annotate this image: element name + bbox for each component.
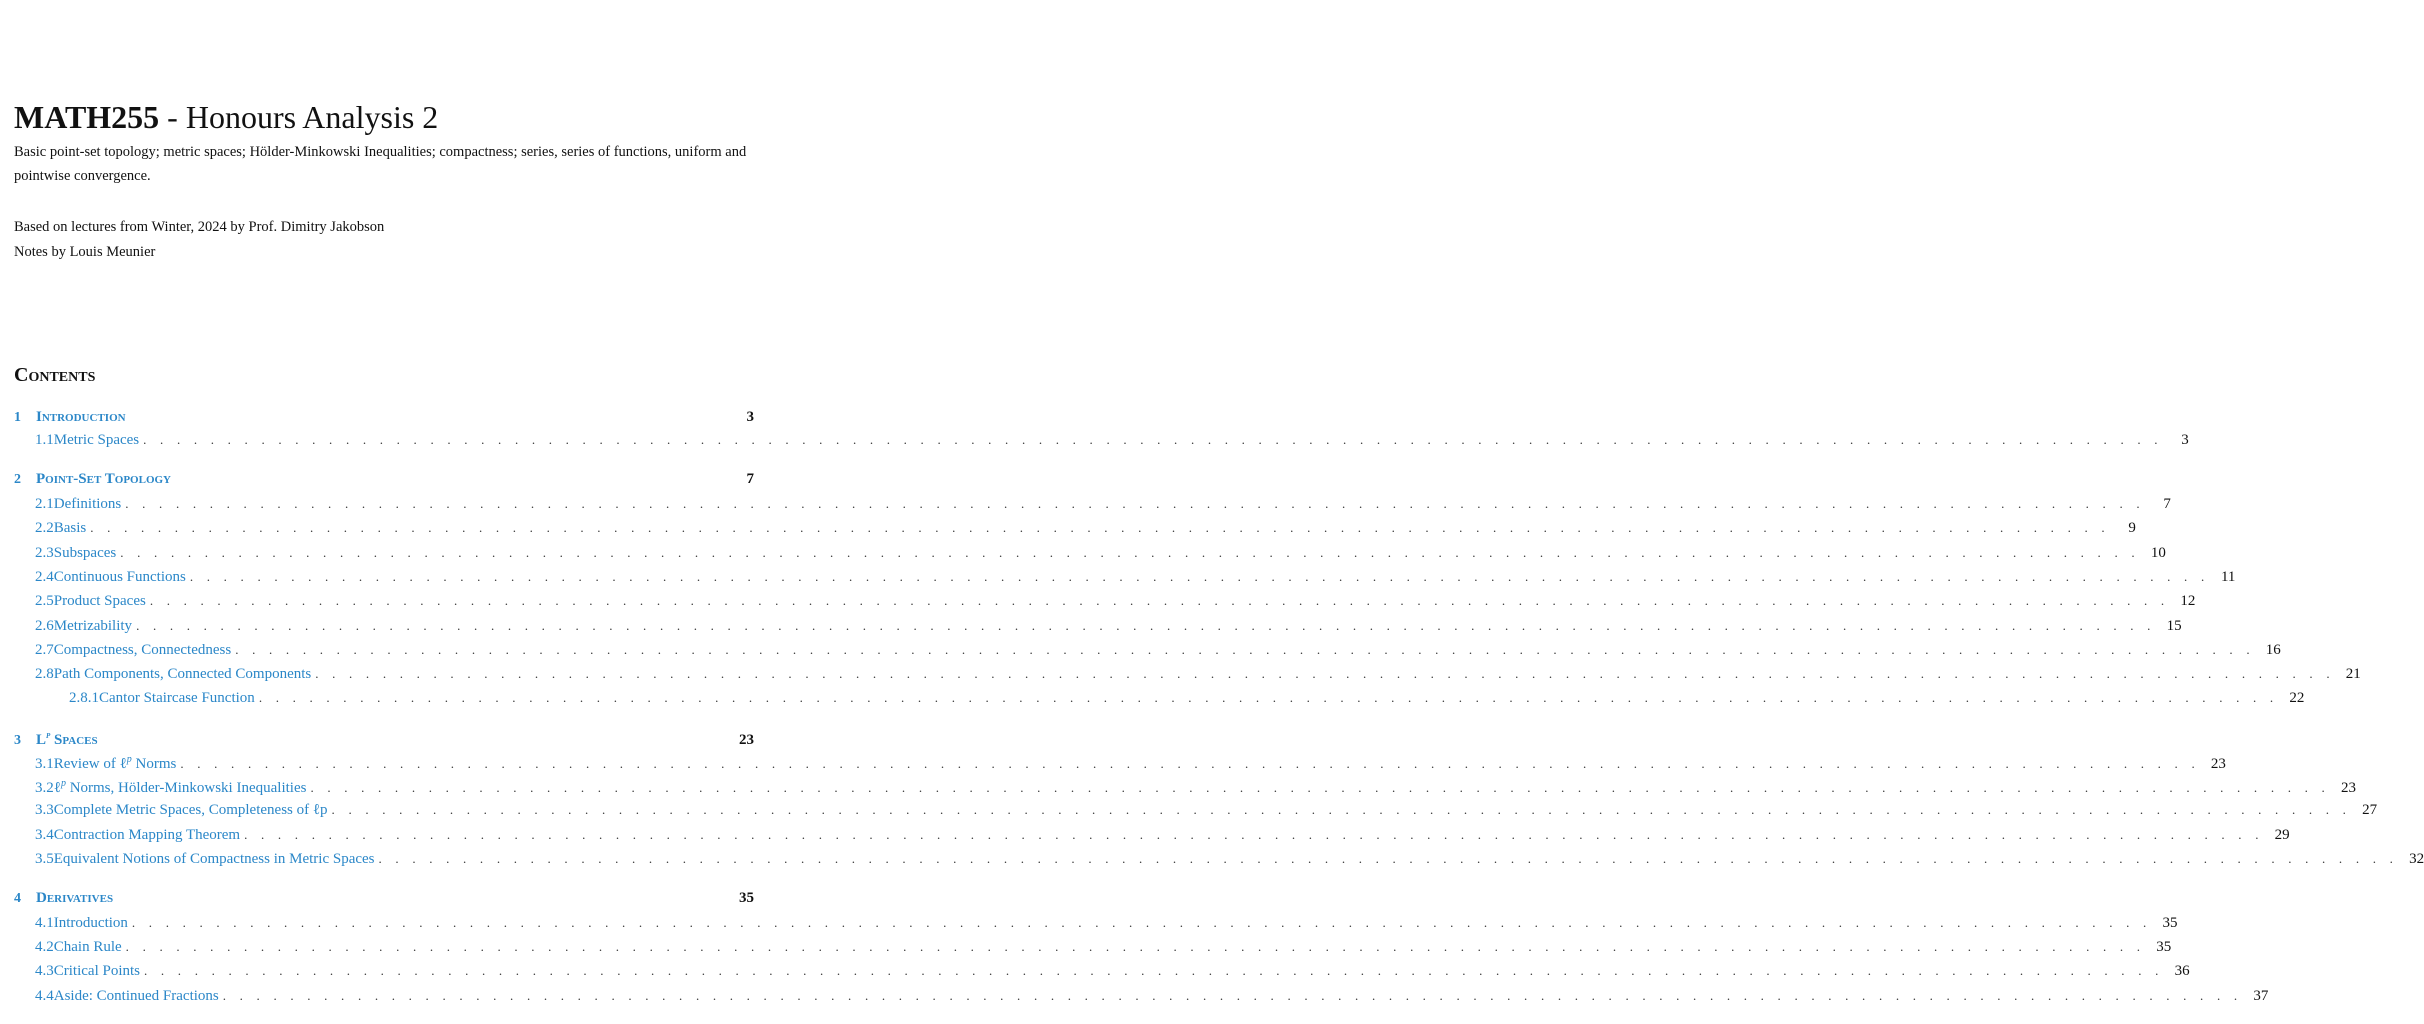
toc-entry-2-4[interactable] [14,569,2236,589]
toc-entry-link[interactable]: Definitions [53,496,122,512]
document-title [14,99,438,136]
toc-entry-3-3[interactable] [14,802,2378,822]
toc-dot-leader: . . . . . . . . . . . . . . . . . . . . . . . . . . . . . . . . . . . . . . . . . . . . . . . . . . . . . . . . . . . . . . . . . . . . . . . . . . . . . . . . . . . . . . . . . . . . . . . . . . . . . . . . . . . . . . . . . . . . . . . . [144,963,2164,978]
toc-entry-link[interactable]: Point-Set Topology [36,471,171,487]
toc-dot-leader: . . . . . . . . . . . . . . . . . . . . . . . . . . . . . . . . . . . . . . . . . . . . . . . . . . . . . . . . . . . . . . . . . . . . . . . . . . . . . . . . . . . . . . . . . . . . . . . . . . . . . . . . . . . . . . . . . . . . . . . . [222,988,2243,1003]
toc-entry-link[interactable]: Path Components, Connected Components [53,666,312,682]
toc-entry-number[interactable]: 3.4 [35,827,54,843]
toc-entry-number[interactable]: 2.5 [35,593,54,609]
toc-entry-2-3[interactable] [14,545,2166,565]
toc-entry-number[interactable]: 2 [14,472,21,487]
toc-page-number[interactable]: 16 [2265,642,2281,658]
toc-dot-leader: . . . . . . . . . . . . . . . . . . . . . . . . . . . . . . . . . . . . . . . . . . . . . . . . . . . . . . . . . . . . . . . . . . . . . . . . . . . . . . . . . . . . . . . . . . . . . . . . . . . . . . . . . . . . . . . . . . . . . . . . [149,593,2170,608]
toc-entry-number[interactable]: 2.6 [35,618,54,634]
toc-entry-number[interactable]: 2.7 [35,642,54,658]
toc-entry-number[interactable]: 2.8 [35,666,54,682]
toc-dot-leader: . . . . . . . . . . . . . . . . . . . . . . . . . . . . . . . . . . . . . . . . . . . . . . . . . . . . . . . . . . . . . . . . . . . . . . . . . . . . . . . . . . . . . . . . . . . . . . . . . . . . . . . . . . . . . . . . . . . . . . . . [125,939,2146,954]
toc-page-number[interactable]: 11 [2220,569,2236,585]
toc-entry-2-6[interactable] [14,618,2182,638]
toc-entry-number[interactable]: 2.4 [35,569,54,585]
toc-page-number[interactable]: 29 [2274,827,2290,843]
toc-entry-number[interactable]: 1.1 [35,432,54,448]
toc-entry-2-5[interactable] [14,593,2196,613]
toc-entry-link[interactable]: Metrizability [53,618,133,634]
toc-page-number[interactable]: 7 [2163,496,2171,512]
toc-entry-link[interactable]: Derivatives [36,890,114,906]
toc-dot-leader: . . . . . . . . . . . . . . . . . . . . . . . . . . . . . . . . . . . . . . . . . . . . . . . . . . . . . . . . . . . . . . . . . . . . . . . . . . . . . . . . . . . . . . . . . . . . . . . . . . . . . . . . . . . . . . . . . . . . . . . . [90,520,2110,535]
toc-dot-leader: . . . . . . . . . . . . . . . . . . . . . . . . . . . . . . . . . . . . . . . . . . . . . . . . . . . . . . . . . . . . . . . . . . . . . . . . . . . . . . . . . . . . . . . . . . . . . . . . . . . . . . . . . . . . . . . . . . . . . . . . [189,569,2210,584]
toc-entry-number[interactable]: 3.5 [35,851,54,867]
toc-entry-3-1[interactable] [14,754,2226,774]
toc-entry-4[interactable] [14,890,754,910]
toc-entry-number[interactable]: 4.2 [35,939,54,955]
toc-entry-link[interactable]: Contraction Mapping Theorem [53,827,241,843]
toc-entry-link[interactable]: Subspaces [53,545,117,561]
toc-entry-1[interactable] [14,409,754,429]
toc-dot-leader: . . . . . . . . . . . . . . . . . . . . . . . . . . . . . . . . . . . . . . . . . . . . . . . . . . . . . . . . . . . . . . . . . . . . . . . . . . . . . . . . . . . . . . . . . . . . . . . . . . . . . . . . . . . . . . . . . . . . . . . . [235,642,2255,657]
toc-entry-1-1[interactable] [14,432,2189,452]
toc-page-number[interactable]: 3 [746,409,754,425]
toc-entry-link[interactable]: Chain Rule [53,939,122,955]
toc-entry-3-4[interactable] [14,827,2290,847]
toc-page-number[interactable]: 27 [2362,802,2378,818]
toc-entry-link[interactable]: Continuous Functions [53,569,186,585]
toc-entry-link[interactable]: Basis [53,520,87,536]
toc-entry-2-8-1[interactable] [14,690,2305,710]
toc-entry-3-2[interactable] [14,778,2356,798]
toc-entry-link[interactable]: $L^p$ Spaces [36,730,98,748]
course-code: MATH255 [14,99,160,135]
toc-entry-2-2[interactable] [14,520,2136,540]
toc-entry-link[interactable]: Complete Metric Spaces, Completeness of ℓp [53,802,328,818]
toc-dot-leader: . . . . . . . . . . . . . . . . . . . . . . . . . . . . . . . . . . . . . . . . . . . . . . . . . . . . . . . . . . . . . . . . . . . . . . . . . . . . . . . . . . . . . . . . . . . . . . . . . . . . . . . . . . . . . . . . . . . . . . . . [258,690,2279,705]
toc-entry-number[interactable]: 4.4 [35,988,54,1004]
toc-dot-leader: . . . . . . . . . . . . . . . . . . . . . . . . . . . . . . . . . . . . . . . . . . . . . . . . . . . . . . . . . . . . . . . . . . . . . . . . . . . . . . . . . . . . . . . . . . . . . . . . . . . . . . . . . . . . . . . . . . . . . . . . [310,780,2330,795]
toc-dot-leader: . . . . . . . . . . . . . . . . . . . . . . . . . . . . . . . . . . . . . . . . . . . . . . . . . . . . . . . . . . . . . . . . . . . . . . . . . . . . . . . . . . . . . . . . . . . . . . . . . . . . . . . . . . . . . . . . . . . . . . . . [131,915,2152,930]
toc-page-number[interactable]: 12 [2180,593,2196,609]
toc-dot-leader: . . . . . . . . . . . . . . . . . . . . . . . . . . . . . . . . . . . . . . . . . . . . . . . . . . . . . . . . . . . . . . . . . . . . . . . . . . . . . . . . . . . . . . . . . . . . . . . . . . . . . . . . . . . . . . . . . . . . . . . . [315,666,2335,681]
toc-entry-number[interactable]: 3.1 [35,756,54,772]
toc-entry-number[interactable]: 2.8.1 [69,690,99,706]
toc-entry-4-2[interactable] [14,939,2172,959]
toc-entry-link[interactable]: Product Spaces [53,593,146,609]
toc-entry-3[interactable] [14,730,754,750]
toc-entry-2-7[interactable] [14,642,2281,662]
toc-entry-4-4[interactable] [14,988,2269,1008]
toc-dot-leader: . . . . . . . . . . . . . . . . . . . . . . . . . . . . . . . . . . . . . . . . . . . . . . . . . . . . . . . . . . . . . . . . . . . . . . . . . . . . . . . . . . . . . . . . . . . . . . . . . . . . . . . . . . . . . . . . . . . . . . . . [331,802,2352,817]
toc-entry-4-1[interactable] [14,915,2178,935]
toc-page-number[interactable]: 37 [2253,988,2269,1004]
toc-entry-link[interactable]: Cantor Staircase Function [99,690,255,706]
toc-page-number[interactable]: 7 [746,471,754,487]
toc-entry-link[interactable]: Critical Points [53,963,140,979]
toc-entry-3-5[interactable] [14,851,2424,871]
toc-entry-link[interactable]: Aside: Continued Fractions [53,988,219,1004]
toc-entry-number[interactable]: 1 [14,410,21,425]
toc-page-number[interactable]: 23 [2341,780,2356,796]
toc-dot-leader: . . . . . . . . . . . . . . . . . . . . . . . . . . . . . . . . . . . . . . . . . . . . . . . . . . . . . . . . . . . . . . . . . . . . . . . . . . . . . . . . . . . . . . . . . . . . . . . . . . . . . . . . . . . . . . . . . . . . . . . . [143,432,2163,447]
toc-entry-number[interactable]: 4.3 [35,963,54,979]
toc-dot-leader: . . . . . . . . . . . . . . . . . . . . . . . . . . . . . . . . . . . . . . . . . . . . . . . . . . . . . . . . . . . . . . . . . . . . . . . . . . . . . . . . . . . . . . . . . . . . . . . . . . . . . . . . . . . . . . . . . . . . . . . . [180,756,2200,771]
toc-entry-2-1[interactable] [14,496,2171,516]
toc-entry-link[interactable]: Introduction [53,915,128,931]
toc-page-number[interactable]: 36 [2174,963,2190,979]
toc-entry-4-3[interactable] [14,963,2190,983]
toc-entry-number[interactable]: 2.2 [35,520,54,536]
toc-entry-link[interactable]: Compactness, Connectedness [53,642,232,658]
toc-page-number[interactable]: 9 [2128,520,2136,536]
toc-entry-number[interactable]: 3 [14,733,21,748]
toc-entry-link[interactable]: Introduction [36,409,126,425]
toc-entry-number[interactable]: 3.3 [35,802,54,818]
toc-entry-number[interactable]: 4.1 [35,915,54,931]
toc-entry-number[interactable]: 2.3 [35,545,54,561]
toc-page-number[interactable]: 15 [2166,618,2182,634]
notes-author-line: Notes by Louis Meunier [14,244,156,260]
toc-page-number[interactable]: 23 [739,732,754,748]
toc-page-number[interactable]: 35 [2156,939,2172,955]
course-title: - Honours Analysis 2 [159,99,439,135]
toc-page-number[interactable]: 32 [2409,851,2424,867]
toc-page-number[interactable]: 35 [2162,915,2178,931]
lectures-line: Based on lectures from Winter, 2024 by Prof. Dimitry Jakobson [14,219,385,235]
toc-dot-leader: . . . . . . . . . . . . . . . . . . . . . . . . . . . . . . . . . . . . . . . . . . . . . . . . . . . . . . . . . . . . . . . . . . . . . . . . . . . . . . . . . . . . . . . . . . . . . . . . . . . . . . . . . . . . . . . . . . . . . . . . [244,827,2264,842]
toc-entry-number[interactable]: 3.2 [35,780,54,796]
toc-entry-link[interactable]: ℓ$^p$ Norms, Hölder-Minkowski Inequalities [53,778,307,796]
toc-entry-number[interactable]: 2.1 [35,496,54,512]
toc-entry-link[interactable]: Metric Spaces [53,432,140,448]
toc-dot-leader: . . . . . . . . . . . . . . . . . . . . . . . . . . . . . . . . . . . . . . . . . . . . . . . . . . . . . . . . . . . . . . . . . . . . . . . . . . . . . . . . . . . . . . . . . . . . . . . . . . . . . . . . . . . . . . . . . . . . . . . . [120,545,2140,560]
toc-entry-number[interactable]: 4 [14,891,21,906]
toc-entry-2-8[interactable] [14,666,2361,686]
contents-heading: Contents [14,364,96,386]
toc-entry-link[interactable]: Review of ℓ$^p$ Norms [53,754,177,772]
toc-dot-leader: . . . . . . . . . . . . . . . . . . . . . . . . . . . . . . . . . . . . . . . . . . . . . . . . . . . . . . . . . . . . . . . . . . . . . . . . . . . . . . . . . . . . . . . . . . . . . . . . . . . . . . . . . . . . . . . . . . . . . . . . [378,851,2399,866]
toc-page-number[interactable]: 21 [2345,666,2361,682]
toc-page-number[interactable]: 10 [2150,545,2166,561]
toc-page-number[interactable]: 22 [2289,690,2305,706]
toc-entry-2[interactable] [14,471,754,491]
toc-page-number[interactable]: 3 [2181,432,2189,448]
toc-page-number[interactable]: 35 [739,890,754,906]
toc-dot-leader: . . . . . . . . . . . . . . . . . . . . . . . . . . . . . . . . . . . . . . . . . . . . . . . . . . . . . . . . . . . . . . . . . . . . . . . . . . . . . . . . . . . . . . . . . . . . . . . . . . . . . . . . . . . . . . . . . . . . . . . . [136,618,2156,633]
toc-page-number[interactable]: 23 [2210,756,2226,772]
toc-entry-link[interactable]: Equivalent Notions of Compactness in Metric Spaces [53,851,375,867]
course-description: Basic point-set topology; metric spaces; Hölder-Minkowski Inequalities; compactness; series, series of functions, uniform and pointwise convergence. [14,144,747,184]
toc-dot-leader: . . . . . . . . . . . . . . . . . . . . . . . . . . . . . . . . . . . . . . . . . . . . . . . . . . . . . . . . . . . . . . . . . . . . . . . . . . . . . . . . . . . . . . . . . . . . . . . . . . . . . . . . . . . . . . . . . . . . . . . . [125,496,2145,511]
